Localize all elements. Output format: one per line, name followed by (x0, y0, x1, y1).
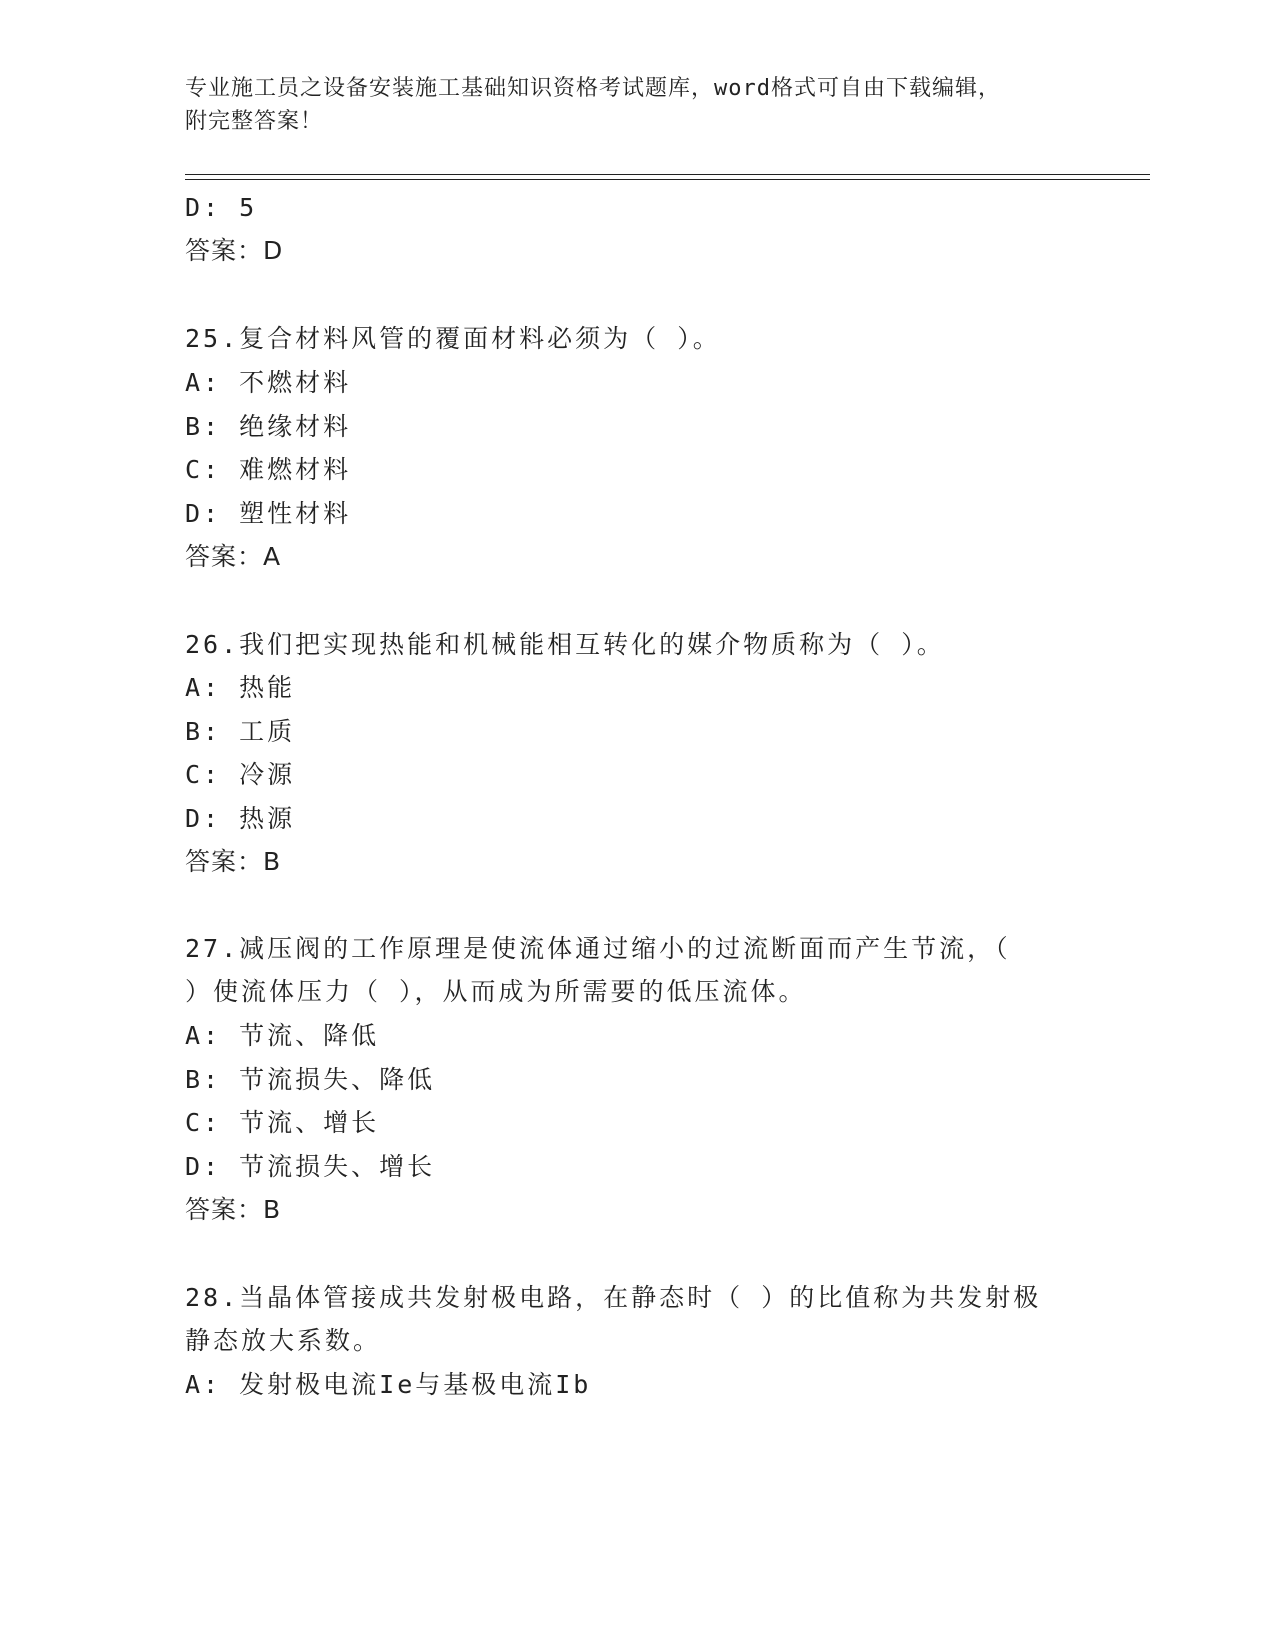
answer: 答案：A (185, 542, 282, 571)
option-c: C: 冷源 (185, 760, 296, 789)
question-stem: 26.我们把实现热能和机械能相互转化的媒介物质称为（ ）。 (185, 630, 945, 659)
prev-option-d: D: 5 (185, 193, 258, 222)
option-d: D: 节流损失、增长 (185, 1152, 436, 1181)
option-c: C: 难燃材料 (185, 455, 352, 484)
header-rule-bottom (185, 179, 1150, 180)
option-a: A: 热能 (185, 673, 296, 702)
question-stem-line-2: ）使流体压力（ ），从而成为所需要的低压流体。 (185, 977, 807, 1006)
question-stem-line-1: 28.当晶体管接成共发射极电路，在静态时（ ）的比值称为共发射极 (185, 1283, 1042, 1312)
header-line-1: 专业施工员之设备安装施工基础知识资格考试题库，word格式可自由下载编辑， (185, 76, 1001, 101)
question-stem-line-2: 静态放大系数。 (185, 1326, 382, 1355)
option-d: D: 塑性材料 (185, 499, 352, 528)
option-b: B: 节流损失、降低 (185, 1065, 436, 1094)
document-header (185, 72, 1065, 138)
option-a: A: 不燃材料 (185, 368, 352, 397)
question-stem: 25.复合材料风管的覆面材料必须为（ ）。 (185, 324, 721, 353)
option-d: D: 热源 (185, 804, 296, 833)
option-b: B: 工质 (185, 717, 296, 746)
answer: 答案：B (185, 847, 282, 876)
option-b: B: 绝缘材料 (185, 412, 352, 441)
option-a: A: 节流、降低 (185, 1021, 380, 1050)
option-a: A: 发射极电流Ie与基极电流Ib (185, 1370, 592, 1399)
question-stem-line-1: 27.减压阀的工作原理是使流体通过缩小的过流断面而产生节流，（ (185, 934, 1011, 963)
prev-answer: 答案：D (185, 236, 284, 265)
header-line-2: 附完整答案！ (185, 109, 324, 134)
option-c: C: 节流、增长 (185, 1108, 380, 1137)
header-rule-top (185, 174, 1150, 175)
answer: 答案：B (185, 1195, 282, 1224)
